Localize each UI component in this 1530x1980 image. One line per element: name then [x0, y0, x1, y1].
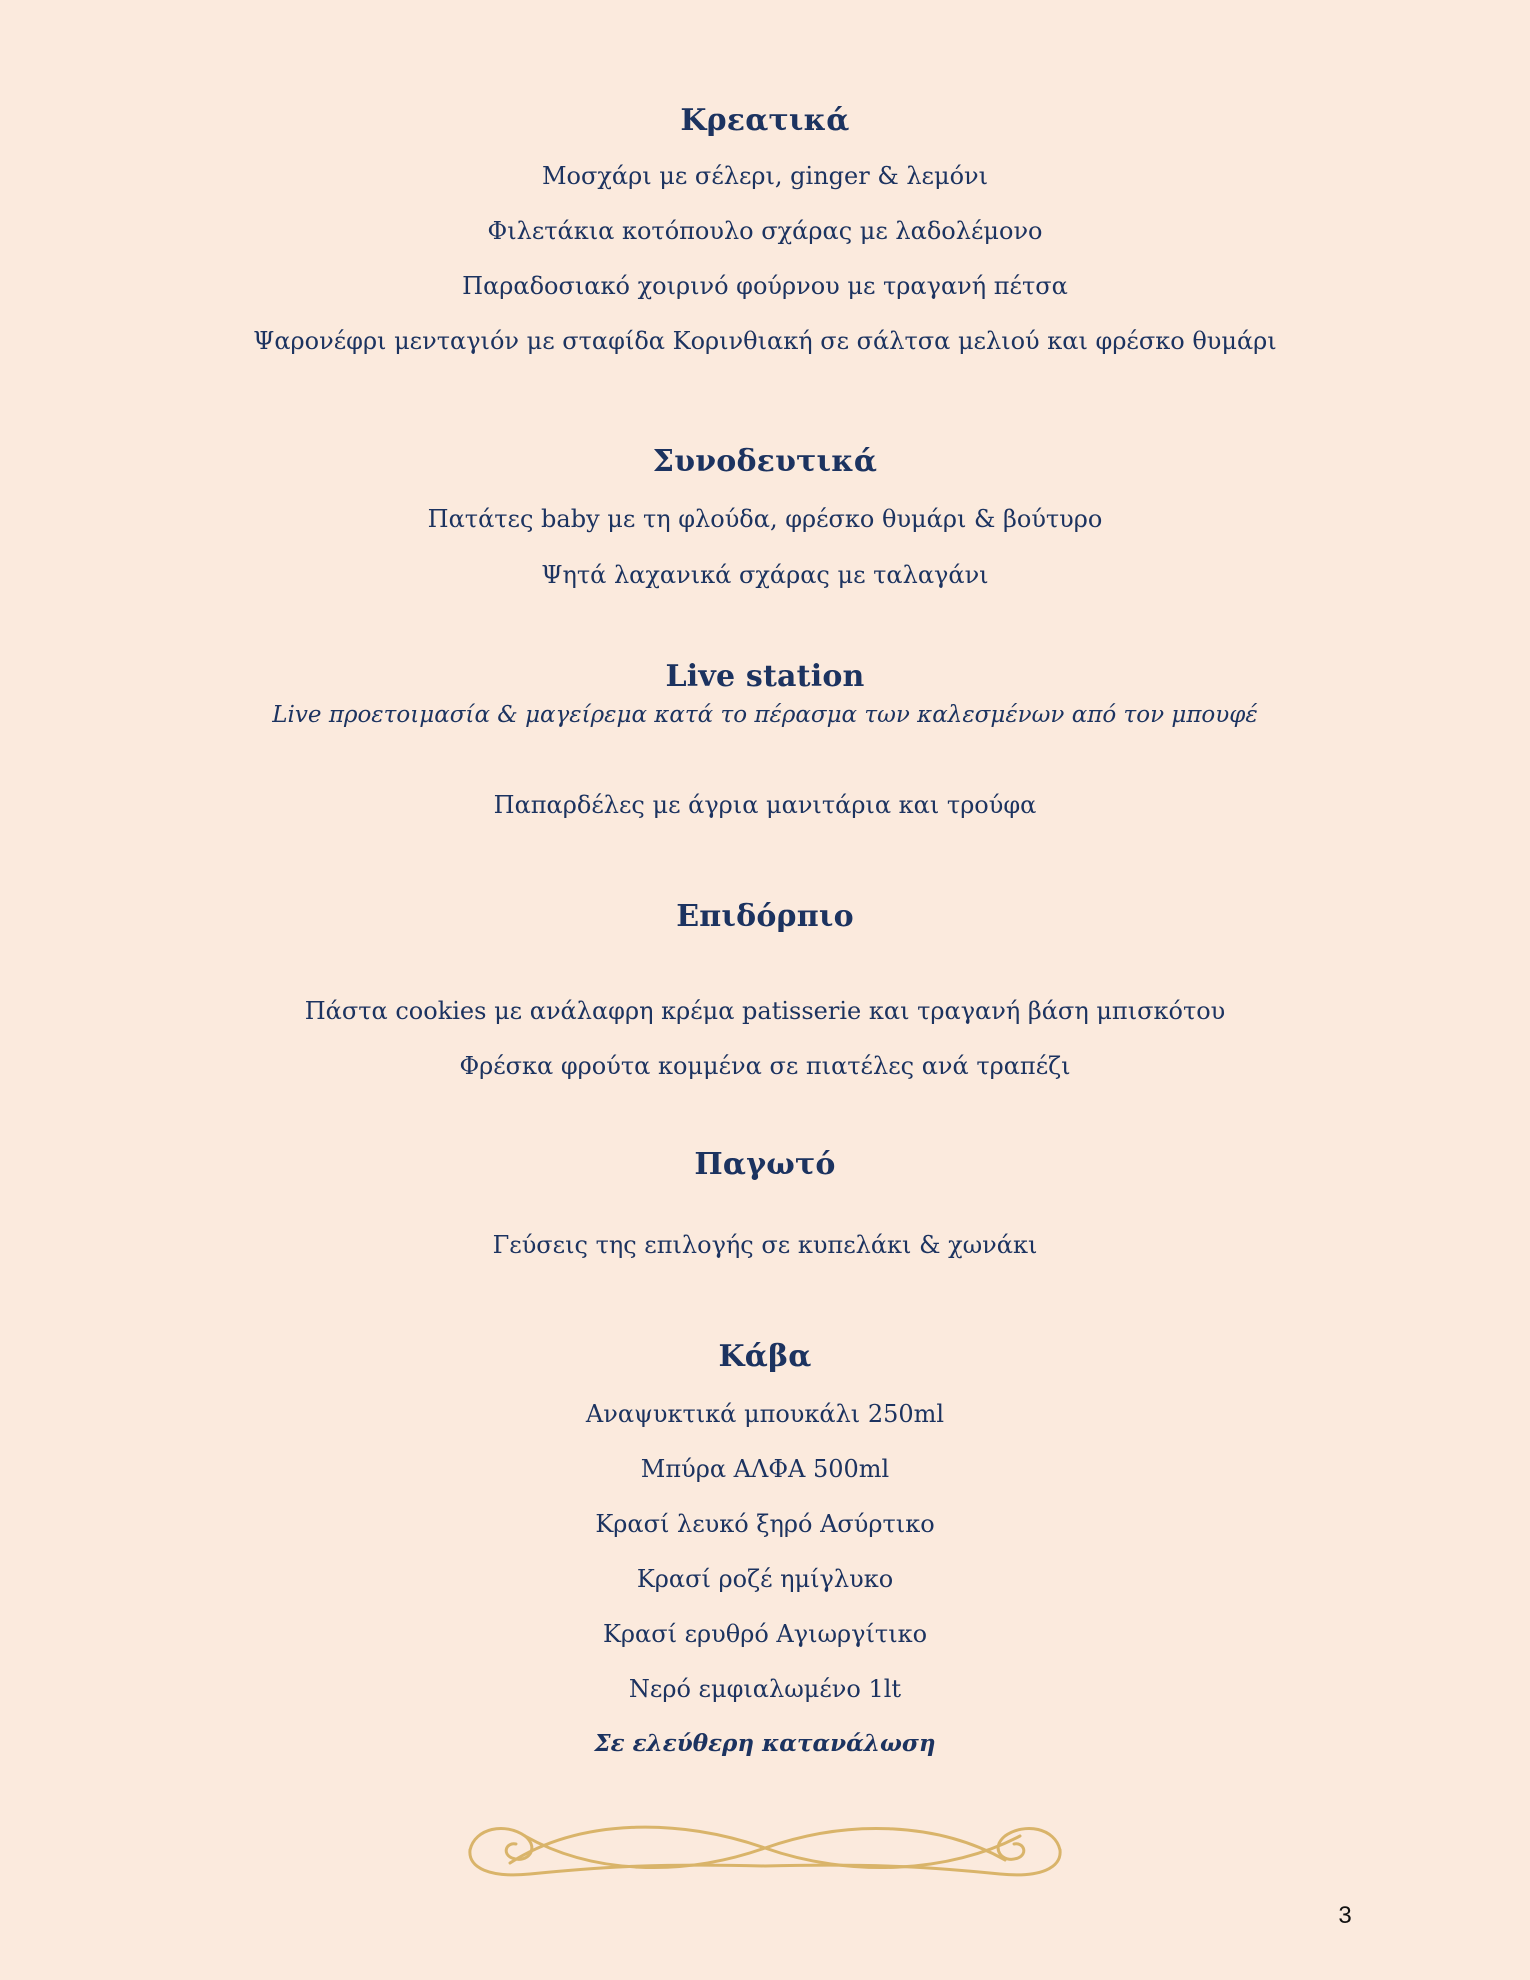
menu-item: Πατάτες baby με τη φλούδα, φρέσκο θυμάρι & βούτυρο	[427, 505, 1103, 533]
menu-item: Νερό εμφιαλωμένο 1lt	[628, 1675, 902, 1703]
flourish-ornament-icon	[450, 1808, 1080, 1888]
menu-item: Κρασί ερυθρό Αγιωργίτικο	[602, 1620, 928, 1648]
menu-item: Πάστα cookies με ανάλαφρη κρέμα patisserie και τραγανή βάση μπισκότου	[304, 997, 1226, 1025]
section-title-live-station: Live station	[665, 659, 865, 694]
section-title-meat: Κρεατικά	[680, 103, 850, 138]
menu-item: Φρέσκα φρούτα κομμένα σε πιατέλες ανά τραπέζι	[459, 1052, 1071, 1080]
live-station-note: Live προετοιμασία & μαγείρεμα κατά το πέρασμα των καλεσμένων από τον μπουφέ	[272, 702, 1258, 728]
menu-item: Κρασί ροζέ ημίγλυκο	[636, 1565, 894, 1593]
menu-item: Κρασί λευκό ξηρό Ασύρτικο	[595, 1510, 935, 1538]
section-title-icecream: Παγωτό	[694, 1147, 836, 1182]
menu-item: Μοσχάρι με σέλερι, ginger & λεμόνι	[541, 162, 989, 190]
menu-item: Ψητά λαχανικά σχάρας με ταλαγάνι	[541, 561, 989, 589]
section-title-cellar: Κάβα	[718, 1339, 812, 1374]
menu-item: Μπύρα ΑΛΦΑ 500ml	[640, 1455, 890, 1483]
section-title-sides: Συνοδευτικά	[652, 444, 878, 479]
menu-item: Γεύσεις της επιλογής σε κυπελάκι & χωνάκι	[492, 1231, 1038, 1259]
menu-item: Ψαρονέφρι μενταγιόν με σταφίδα Κορινθιακή σε σάλτσα μελιού και φρέσκο θυμάρι	[253, 327, 1277, 355]
menu-item: Φιλετάκια κοτόπουλο σχάρας με λαδολέμονο	[487, 217, 1043, 245]
section-title-dessert: Επιδόρπιο	[676, 899, 854, 934]
menu-item: Παπαρδέλες με άγρια μανιτάρια και τρούφα	[493, 791, 1037, 819]
menu-item: Παραδοσιακό χοιρινό φούρνου με τραγανή πέτσα	[462, 272, 1068, 300]
cellar-note: Σε ελεύθερη κατανάλωση	[594, 1730, 936, 1757]
page-number: 3	[1338, 1902, 1352, 1929]
menu-item: Αναψυκτικά μπουκάλι 250ml	[585, 1400, 945, 1428]
